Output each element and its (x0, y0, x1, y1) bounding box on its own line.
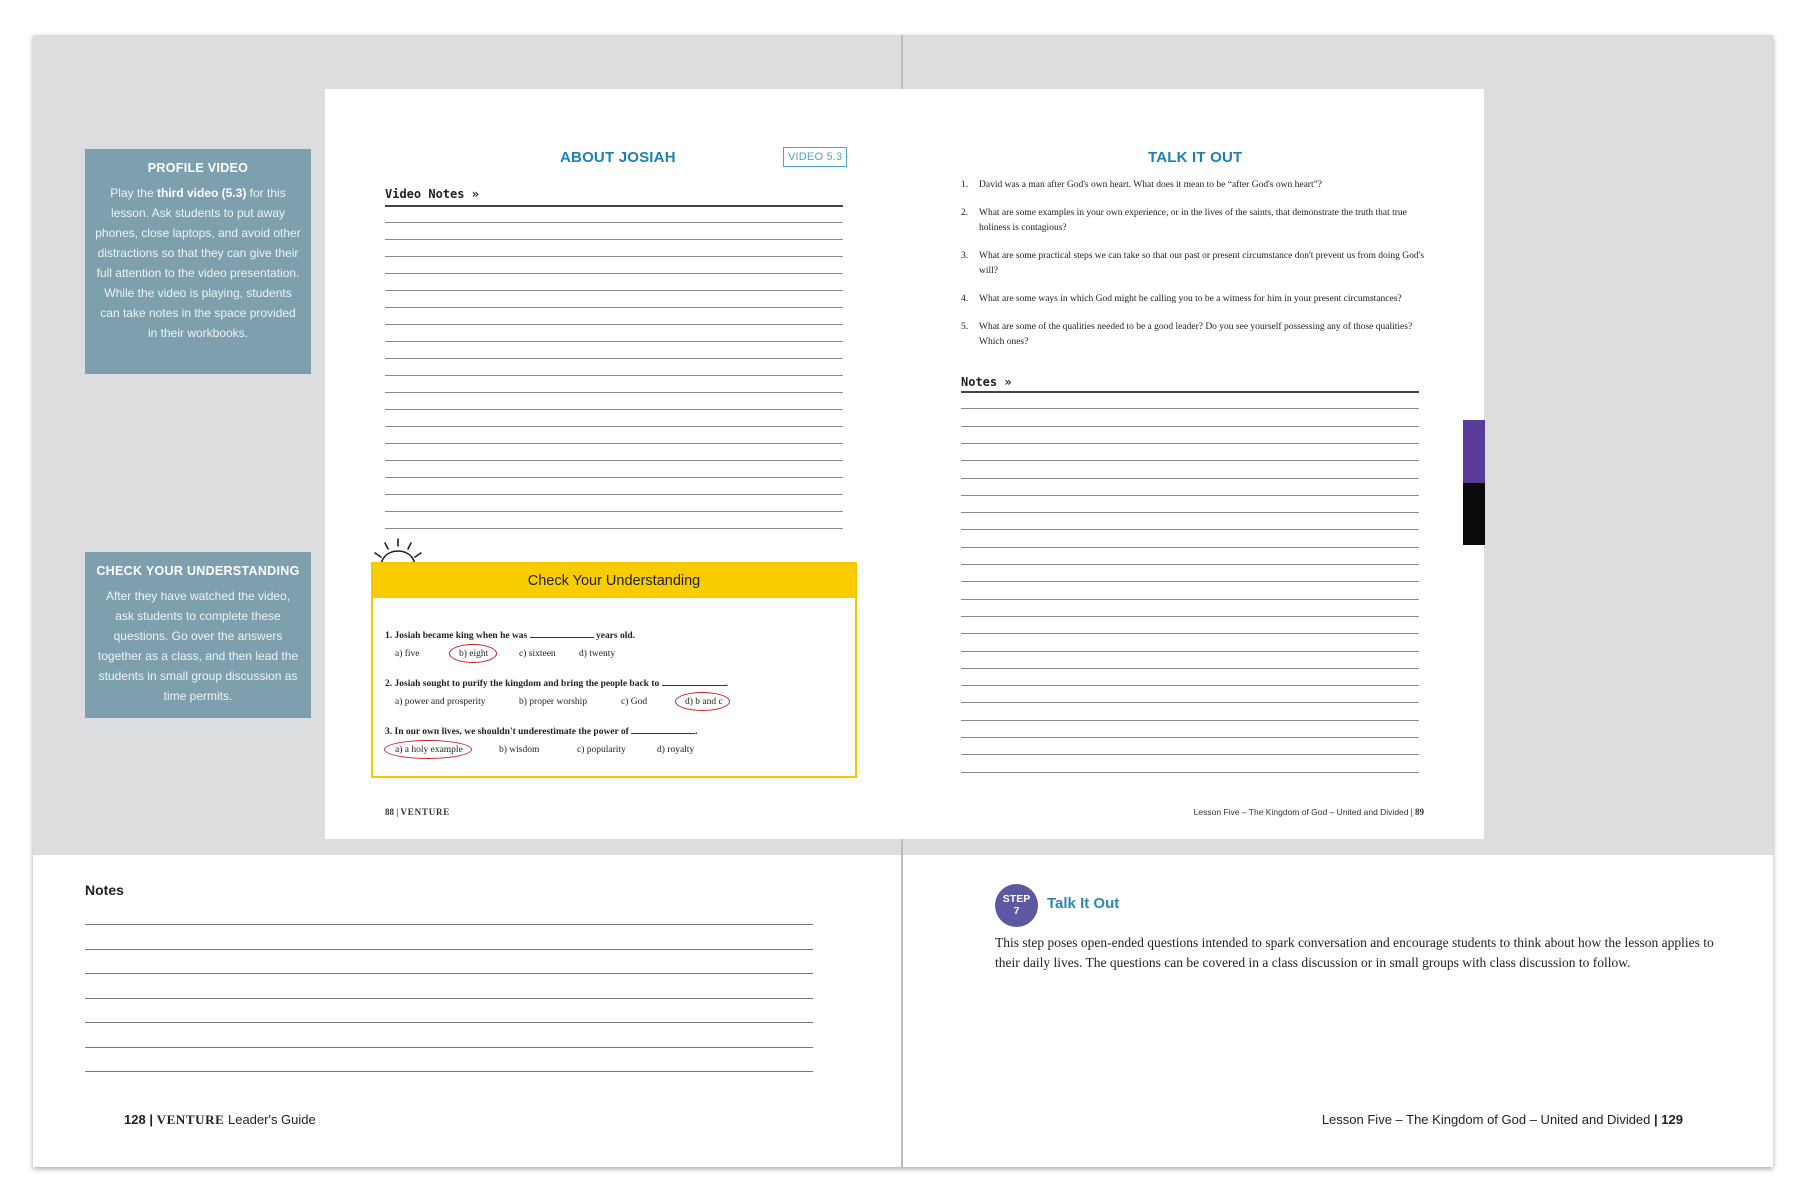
writing-line (85, 924, 813, 925)
book-spread (33, 35, 1773, 1167)
writing-line (385, 426, 843, 427)
writing-line (961, 737, 1419, 738)
about-josiah-heading: ABOUT JOSIAH (560, 149, 676, 166)
step-title: Talk It Out (1047, 895, 1120, 912)
workbook-left-footer (385, 807, 450, 817)
quiz-option: d) twenty (579, 649, 616, 659)
writing-line (961, 754, 1419, 755)
writing-line (385, 307, 843, 308)
step-number: 7 (1013, 905, 1020, 917)
check-understanding-text: After they have watched the video, ask students to complete these questions. Go over the answers together as a class, and then lead the students in small group discussion as time permits. (97, 589, 299, 703)
footer-separator: | (1654, 1112, 1658, 1127)
discussion-question (961, 178, 1431, 193)
workbook-page-88 (325, 89, 906, 839)
video-notes-lines (385, 205, 843, 545)
profile-video-text-pre: Play the (110, 186, 157, 200)
question-text: What are some of the qualities needed to be a good leader? Do you see yourself possessing any of those qualities? Which ones? (979, 322, 1413, 347)
writing-line (385, 409, 843, 410)
writing-line (85, 1047, 813, 1048)
quiz-option: b) wisdom (499, 745, 540, 755)
answer-blank (631, 725, 695, 734)
footer-suffix: Leader's Guide (227, 1112, 316, 1127)
answer-circle (384, 740, 472, 759)
writing-line (385, 392, 843, 393)
step-word: STEP (1002, 893, 1031, 905)
writing-line (961, 651, 1419, 652)
writing-line (85, 973, 813, 974)
writing-line (961, 391, 1419, 393)
writing-line (385, 511, 843, 512)
footer-brand: VENTURE (156, 1112, 225, 1127)
chapter-tab-purple (1463, 420, 1485, 483)
writing-line (385, 460, 843, 461)
step-badge (995, 884, 1038, 927)
writing-line (385, 443, 843, 444)
question-text: David was a man after God's own heart. What does it mean to be “after God's own heart”? (979, 180, 1323, 190)
answer-circle (675, 692, 730, 711)
leader-notes-title: Notes (85, 882, 124, 898)
writing-line (385, 256, 843, 257)
quiz-question-2-suffix: . (725, 679, 728, 689)
writing-line (385, 477, 843, 478)
writing-line (961, 668, 1419, 669)
writing-line (85, 1022, 813, 1023)
question-text: What are some examples in your own experience, or in the lives of the saints, that demonstrate the truth that true holiness is contagious? (979, 208, 1407, 233)
writing-line (961, 702, 1419, 703)
writing-line (961, 529, 1419, 530)
discussion-question (961, 292, 1431, 307)
quiz-question-1 (385, 629, 635, 641)
quiz-option: a) five (395, 649, 420, 659)
check-your-understanding-title: Check Your Understanding (373, 564, 855, 598)
writing-line (961, 478, 1419, 479)
video-tag: VIDEO 5.3 (783, 147, 847, 167)
writing-line (385, 273, 843, 274)
page-number: 88 (385, 807, 394, 817)
writing-line (961, 443, 1419, 444)
footer-separator: | (149, 1112, 153, 1127)
quiz-option: a) power and prosperity (395, 697, 486, 707)
writing-line (961, 772, 1419, 773)
quiz-option: c) God (621, 697, 648, 707)
writing-line (385, 205, 843, 207)
check-your-understanding-box (371, 562, 857, 778)
page-number: 128 (124, 1112, 146, 1127)
writing-line (385, 239, 843, 240)
talk-it-out-questions (961, 178, 1431, 350)
writing-line (385, 324, 843, 325)
writing-line (85, 1071, 813, 1072)
quiz-option-correct: b) eight (459, 649, 489, 659)
profile-video-title: PROFILE VIDEO (147, 161, 249, 175)
video-notes-label: Video Notes » (385, 187, 479, 201)
answer-blank (662, 677, 726, 686)
check-understanding-sidenote (85, 552, 311, 718)
writing-line (961, 720, 1419, 721)
quiz-question-1-text: 1. Josiah became king when he was (385, 631, 528, 641)
quiz-option-correct: a) a holy example (395, 745, 463, 755)
notes-lines (961, 391, 1419, 771)
question-number: 3. (961, 251, 969, 261)
question-number: 5. (961, 322, 969, 332)
discussion-question (961, 249, 1431, 279)
discussion-question (961, 320, 1431, 350)
talk-it-out-heading: TALK IT OUT (1148, 149, 1243, 166)
writing-line (85, 949, 813, 950)
writing-line (385, 222, 843, 223)
question-number: 1. (961, 180, 969, 190)
footer-lesson-title: Lesson Five – The Kingdom of God – United and Divided (1321, 1112, 1651, 1127)
footer-separator: | (1410, 807, 1413, 817)
writing-line (961, 460, 1419, 461)
profile-video-sidenote (85, 149, 311, 374)
quiz-option: b) proper worship (519, 697, 588, 707)
writing-line (961, 581, 1419, 582)
writing-line (961, 685, 1419, 686)
quiz-question-3-suffix: . (695, 727, 698, 737)
discussion-question (961, 206, 1431, 236)
question-text: What are some ways in which God might be calling you to be a witness for him in your present circumstances? (979, 294, 1402, 304)
question-text: What are some practical steps we can take so that our past or present circumstance don't prevent us from doing God's will? (979, 251, 1425, 276)
writing-line (961, 512, 1419, 513)
notes-label: Notes » (961, 375, 1012, 389)
question-number: 2. (961, 208, 969, 218)
writing-line (385, 358, 843, 359)
quiz-question-3-text: 3. In our own lives, we shouldn't underestimate the power of (385, 727, 629, 737)
writing-line (385, 290, 843, 291)
quiz-option: c) sixteen (519, 649, 556, 659)
profile-video-text (95, 183, 301, 343)
writing-line (961, 599, 1419, 600)
workbook-right-footer (1194, 807, 1424, 817)
answer-circle (449, 644, 497, 663)
leader-left-footer (124, 1112, 316, 1128)
footer-separator: | (396, 807, 399, 817)
writing-line (385, 494, 843, 495)
quiz-question-2 (385, 677, 728, 689)
leader-right-footer (1322, 1112, 1683, 1127)
step-description: This step poses open-ended questions intended to spark conversation and encourage students to think about how the lesson applies to their daily lives. The questions can be covered in a class discussion or in small groups with class discussion to follow. (995, 935, 1714, 970)
quiz-question-3 (385, 725, 698, 737)
writing-line (961, 495, 1419, 496)
chapter-tab-black (1463, 483, 1485, 545)
quiz-question-1-suffix: years old. (596, 631, 636, 641)
writing-line (961, 616, 1419, 617)
page-number: 129 (1661, 1112, 1683, 1127)
writing-line (961, 547, 1419, 548)
writing-line (961, 564, 1419, 565)
footer-brand: VENTURE (400, 807, 451, 817)
writing-line (85, 998, 813, 999)
workbook-page-89 (903, 89, 1484, 839)
question-number: 4. (961, 294, 969, 304)
writing-line (961, 408, 1419, 409)
page-number: 89 (1415, 807, 1424, 817)
quiz-option: c) popularity (577, 745, 626, 755)
footer-lesson-title: Lesson Five – The Kingdom of God – United and Divided (1193, 807, 1409, 817)
writing-line (385, 528, 843, 529)
check-understanding-title: CHECK YOUR UNDERSTANDING (96, 564, 300, 578)
profile-video-text-bold: third video (5.3) (157, 186, 247, 200)
writing-line (385, 375, 843, 376)
writing-line (385, 341, 843, 342)
quiz-option-correct: d) b and c (685, 697, 723, 707)
writing-line (961, 633, 1419, 634)
quiz-question-2-text: 2. Josiah sought to purify the kingdom and bring the people back to (385, 679, 660, 689)
writing-line (961, 426, 1419, 427)
answer-blank (530, 629, 594, 638)
quiz-option: d) royalty (657, 745, 695, 755)
profile-video-text-post: for this lesson. Ask students to put away phones, close laptops, and avoid other distractions so that they can give their full attention to the video presentation. While the video is playing, students can take notes in the space provided in their workbooks. (95, 186, 301, 340)
